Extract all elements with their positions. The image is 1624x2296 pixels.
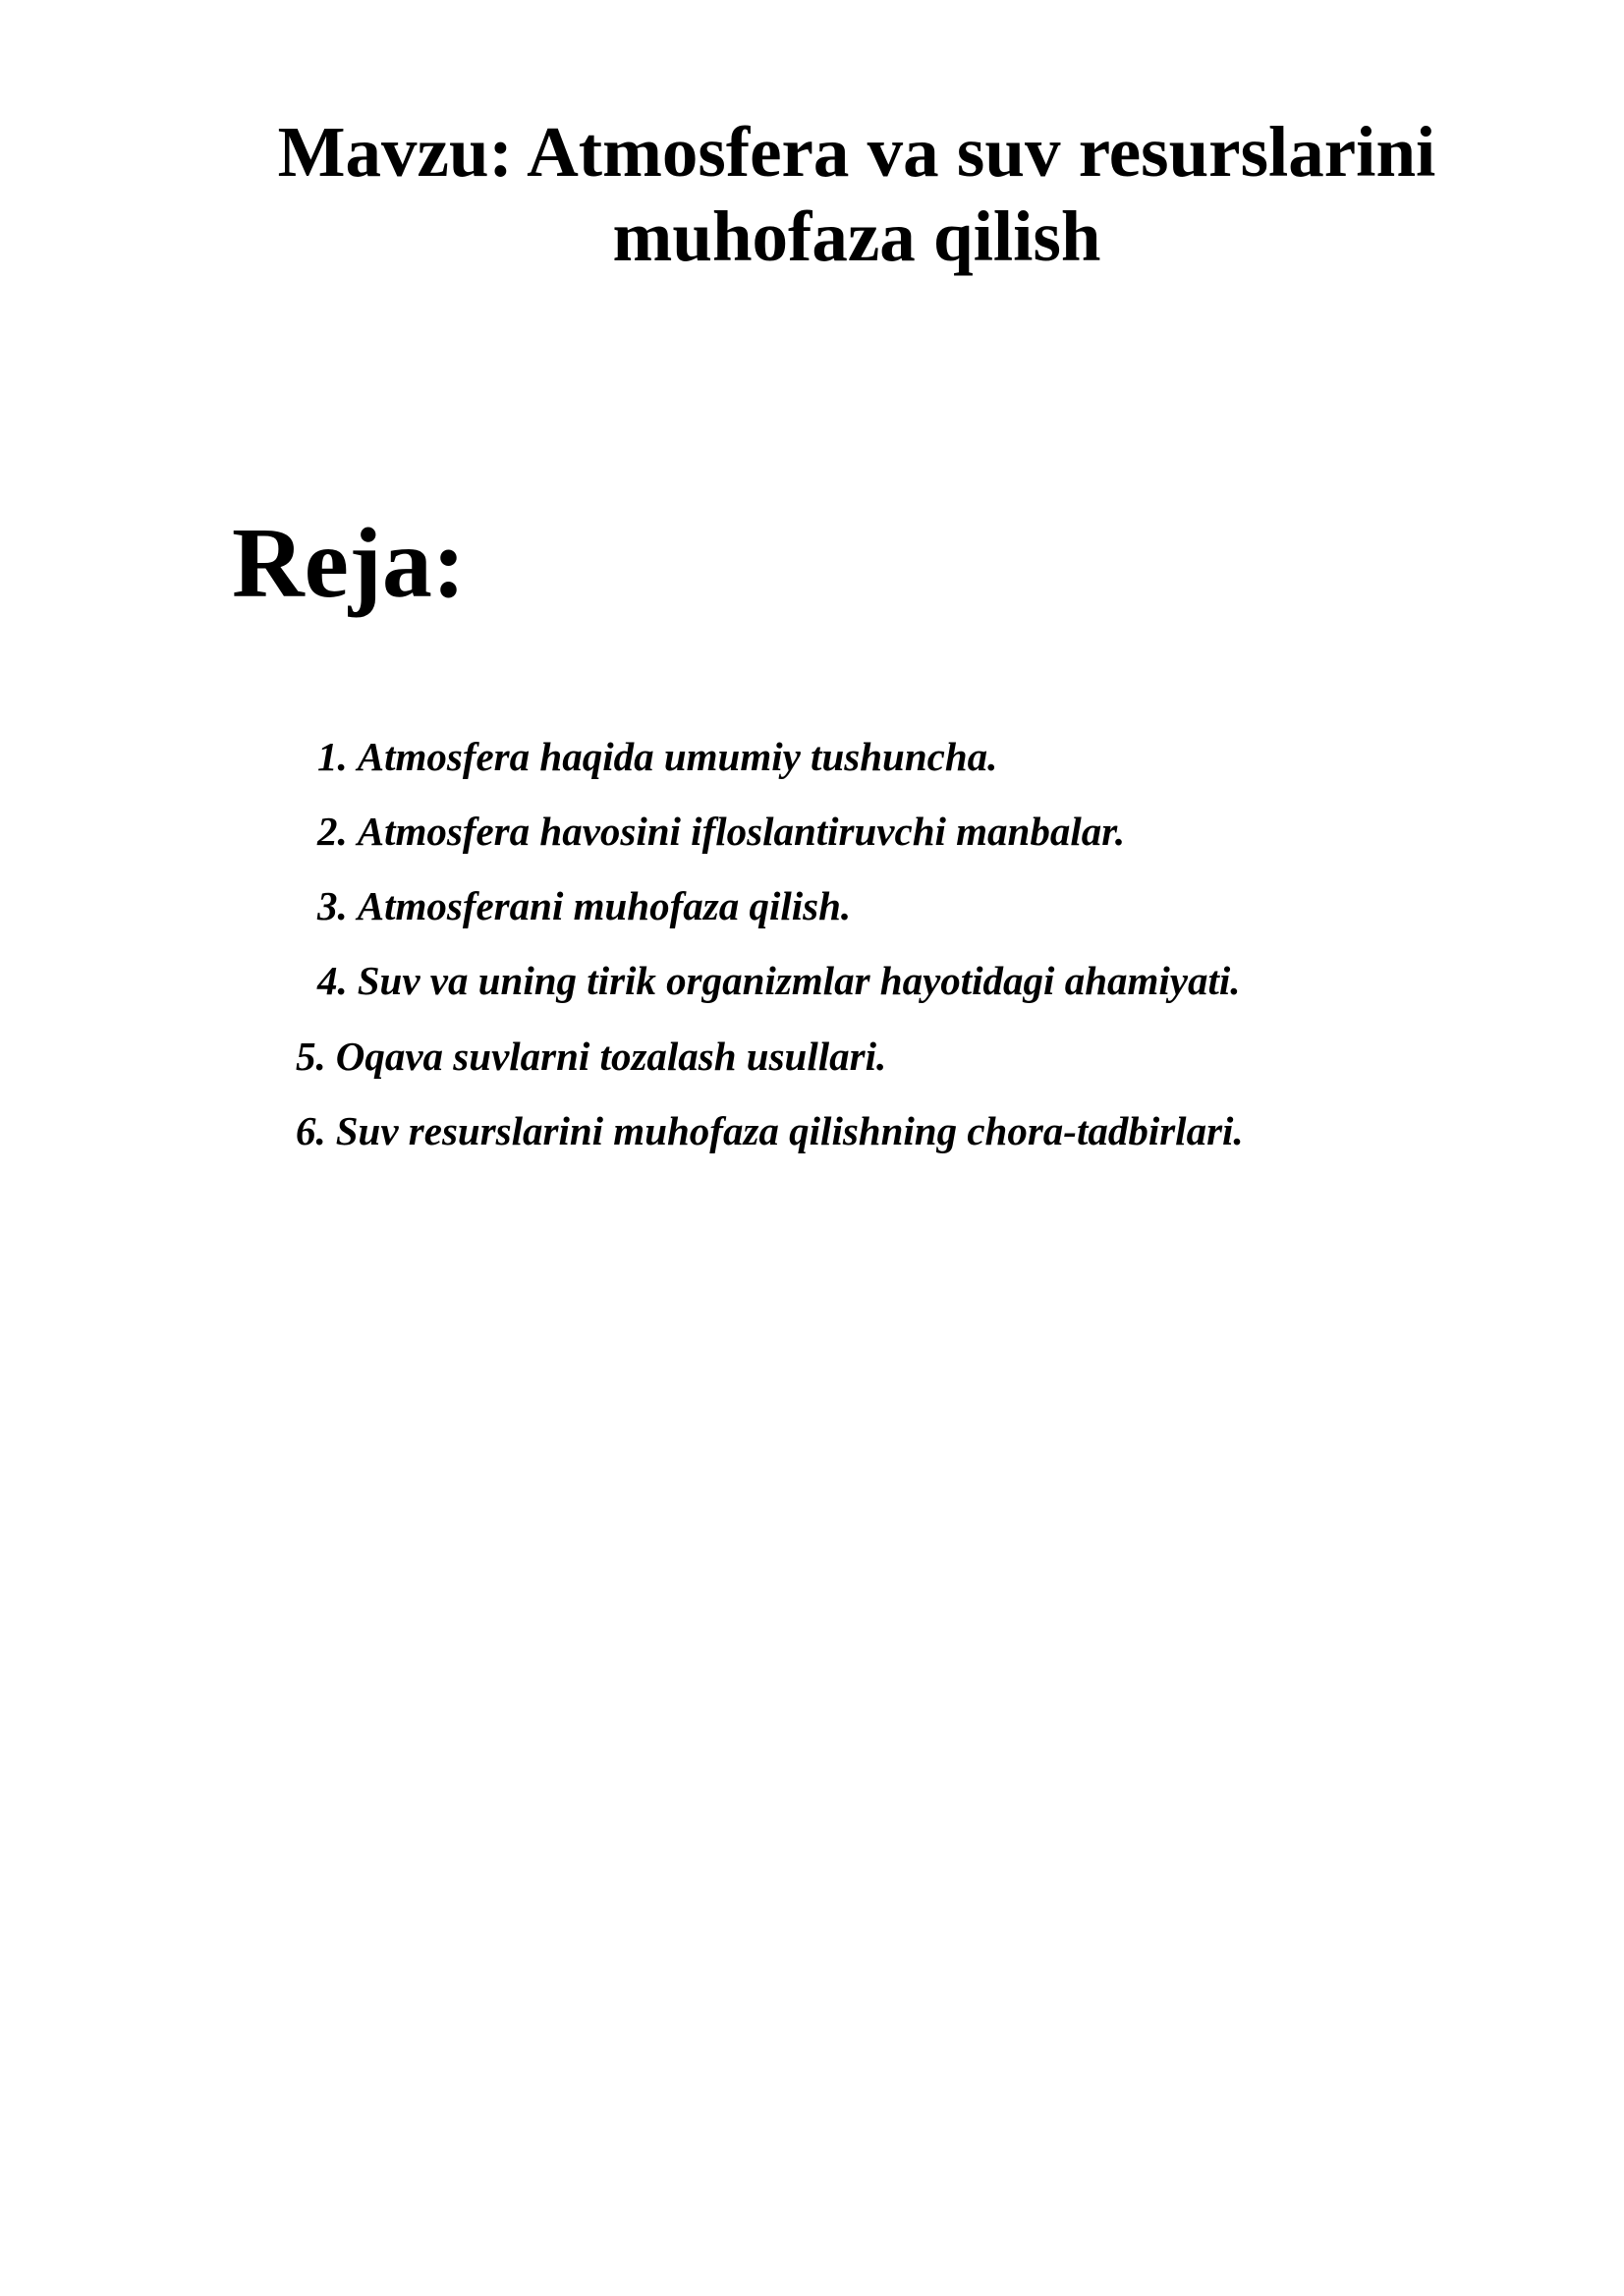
- plan-item-text: Atmosfera haqida umumiy tushuncha.: [357, 734, 998, 779]
- plan-item-4: [317, 951, 1241, 1010]
- plan-item-5: [296, 1027, 886, 1086]
- plan-heading: Reja:: [232, 508, 466, 619]
- title-line-1: Mavzu: Atmosfera va suv resurslarini: [277, 112, 1436, 192]
- plan-item-number: 2.: [317, 809, 348, 854]
- plan-item-number: 6.: [296, 1108, 326, 1153]
- plan-item-text: Suv va uning tirik organizmlar hayotidagi ahamiyati.: [357, 958, 1241, 1003]
- plan-item-number: 5.: [296, 1034, 326, 1079]
- plan-item-text: Atmosferani muhofaza qilish.: [357, 883, 852, 928]
- plan-item-number: 4.: [317, 958, 348, 1003]
- title-line-2: muhofaza qilish: [612, 196, 1101, 276]
- plan-item-1: [317, 727, 997, 786]
- plan-item-text: Atmosfera havosini ifloslantiruvchi manbalar.: [357, 809, 1126, 854]
- plan-item-text: Suv resurslarini muhofaza qilishning chora-tadbirlari.: [335, 1108, 1244, 1153]
- plan-item-2: [317, 802, 1125, 861]
- plan-item-number: 1.: [317, 734, 348, 779]
- plan-item-number: 3.: [317, 883, 348, 928]
- plan-item-3: [317, 876, 851, 935]
- plan-item-6: [296, 1101, 1244, 1160]
- plan-item-text: Oqava suvlarni tozalash usullari.: [335, 1034, 887, 1079]
- document-title: [234, 110, 1480, 279]
